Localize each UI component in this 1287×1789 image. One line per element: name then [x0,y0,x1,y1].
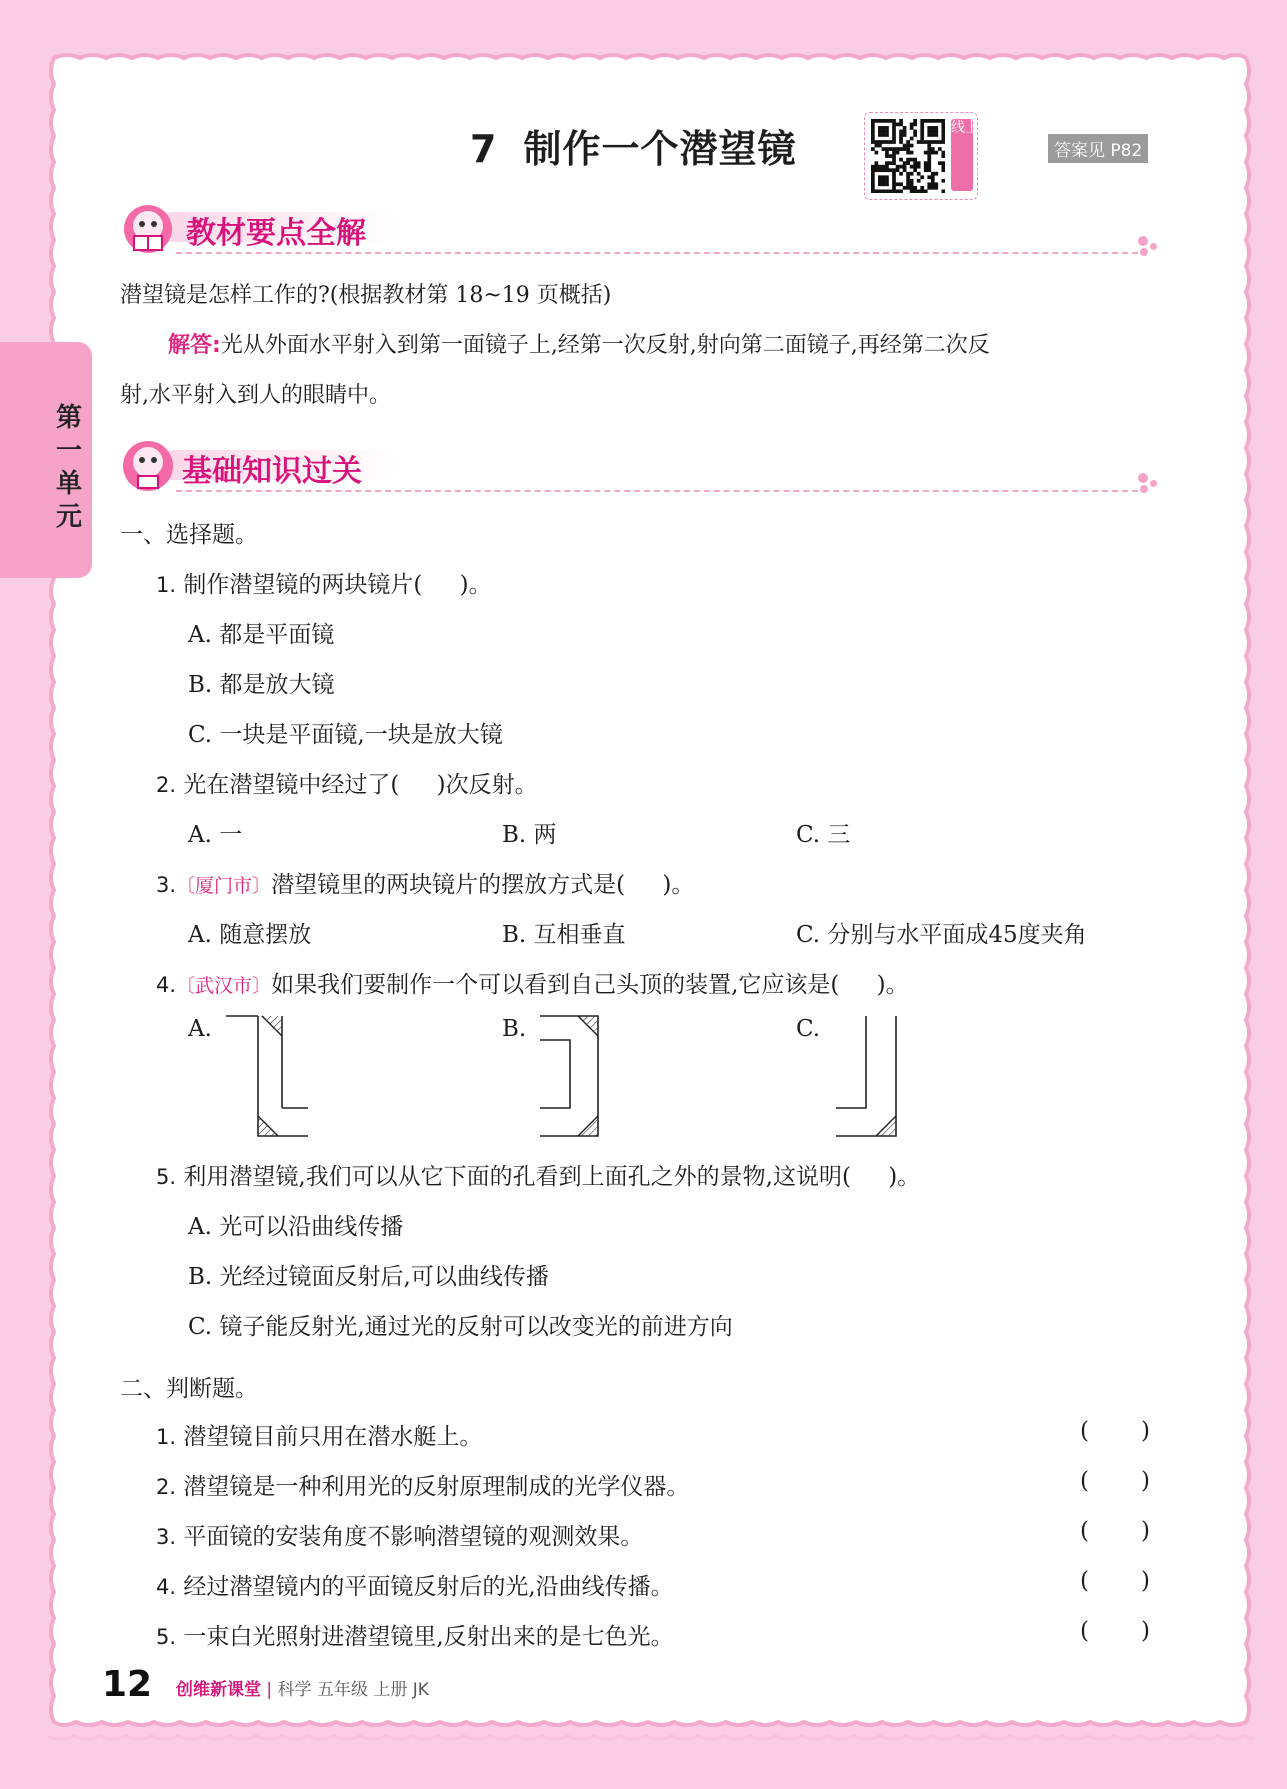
section1-dot-small [1140,248,1148,256]
part1-heading: 一、选择题。 [120,522,258,548]
tf-question: 2. 潜望镜是一种利用光的反射原理制成的光学仪器。 [156,1474,690,1500]
q1-option-c[interactable]: C. 一块是平面镜,一块是放大镜 [188,722,503,748]
q2-option-a[interactable]: A. 一 [188,822,243,848]
tf-answer-parens[interactable]: ( ) [1080,1518,1150,1544]
footer-brand: 创维新课堂 [176,1680,261,1700]
section1-divider [176,252,1138,254]
section2-dot [1138,473,1148,483]
qr-resource-box[interactable] [864,112,1007,200]
answer-text-1: 光从外面水平射入到第一面镜子上,经第一次反射,射向第二面镜子,再经第二次反 [220,333,990,358]
q4-option-a-label[interactable]: A. [188,1016,212,1042]
q1: 1. 制作潜望镜的两块镜片( )。 [156,572,492,598]
section2-dot-tiny [1150,480,1157,487]
tf-question: 3. 平面镜的安装角度不影响潜望镜的观测效果。 [156,1524,644,1550]
part2-heading: 二、判断题。 [120,1376,258,1402]
q4-option-b-label[interactable]: B. [502,1016,527,1042]
tf-question: 1. 潜望镜目前只用在潜水艇上。 [156,1424,483,1450]
q3-source-tag: 〔厦门市〕 [176,875,272,897]
section2-dot-small [1140,485,1148,493]
page-number: 12 [102,1664,153,1705]
unit-side-tab [0,342,92,578]
section2-title: 基础知识过关 [182,454,362,489]
q4-diagram-a[interactable] [220,1010,320,1140]
q4: 4.〔武汉市〕如果我们要制作一个可以看到自己头顶的装置,它应该是( )。 [156,972,909,998]
q4-source-tag: 〔武汉市〕 [176,975,272,997]
tf-question: 5. 一束白光照射进潜望镜里,反射出来的是七色光。 [156,1624,674,1650]
unit-side-tab-label: 第一单元 [55,403,82,532]
q4-diagram-c[interactable] [830,1010,930,1140]
section2-divider [176,490,1138,492]
tf-answer-parens[interactable]: ( ) [1080,1418,1150,1444]
tf-question: 4. 经过潜望镜内的平面镜反射后的光,沿曲线传播。 [156,1574,674,1600]
answer-reference-badge: 答案见 P82 [1048,134,1148,163]
tf-answer-parens[interactable]: ( ) [1080,1618,1150,1644]
cartoon-student-icon [118,438,178,494]
footer-info: 创维新课堂 | 科学 五年级 上册 JK [176,1680,429,1700]
qr-code-icon[interactable] [871,119,945,193]
tf-answer-parens[interactable]: ( ) [1080,1468,1150,1494]
tf-answer-parens[interactable]: ( ) [1080,1568,1150,1594]
q4-option-c-label[interactable]: C. [796,1016,821,1042]
footer-meta: 科学 五年级 上册 JK [277,1680,429,1700]
q2: 2. 光在潜望镜中经过了( )次反射。 [156,772,538,798]
q5-option-c[interactable]: C. 镜子能反射光,通过光的反射可以改变光的前进方向 [188,1314,733,1340]
lesson-number: 7 [470,127,498,171]
section1-title: 教材要点全解 [186,216,366,251]
q1-option-b[interactable]: B. 都是放大镜 [188,672,335,698]
section1-answer-line1 [168,328,990,359]
q5-option-a[interactable]: A. 光可以沿曲线传播 [188,1214,404,1240]
q3-option-c[interactable]: C. 分别与水平面成45度夹角 [796,922,1087,948]
q3-option-a[interactable]: A. 随意摆放 [188,922,312,948]
section1-answer-line2: 射,水平射入到人的眼睛中。 [120,383,391,408]
q2-option-c[interactable]: C. 三 [796,822,851,848]
section1-question: 潜望镜是怎样工作的?(根据教材第 18~19 页概括) [120,283,612,308]
lesson-title [470,118,796,173]
lesson-title-text: 制作一个潜望镜 [523,127,797,171]
answer-label: 解答: [168,333,221,358]
cartoon-reading-icon [118,202,178,256]
qr-label: 线上资源 [951,119,973,191]
q1-option-a[interactable]: A. 都是平面镜 [188,622,335,648]
q5: 5. 利用潜望镜,我们可以从它下面的孔看到上面孔之外的景物,这说明( )。 [156,1164,921,1190]
q3: 3.〔厦门市〕潜望镜里的两块镜片的摆放方式是( )。 [156,872,695,898]
q2-option-b[interactable]: B. 两 [502,822,557,848]
section1-dot [1138,236,1148,246]
q3-option-b[interactable]: B. 互相垂直 [502,922,626,948]
section1-dot-tiny [1150,243,1157,250]
q4-diagram-b[interactable] [530,1010,630,1140]
q5-option-b[interactable]: B. 光经过镜面反射后,可以曲线传播 [188,1264,549,1290]
